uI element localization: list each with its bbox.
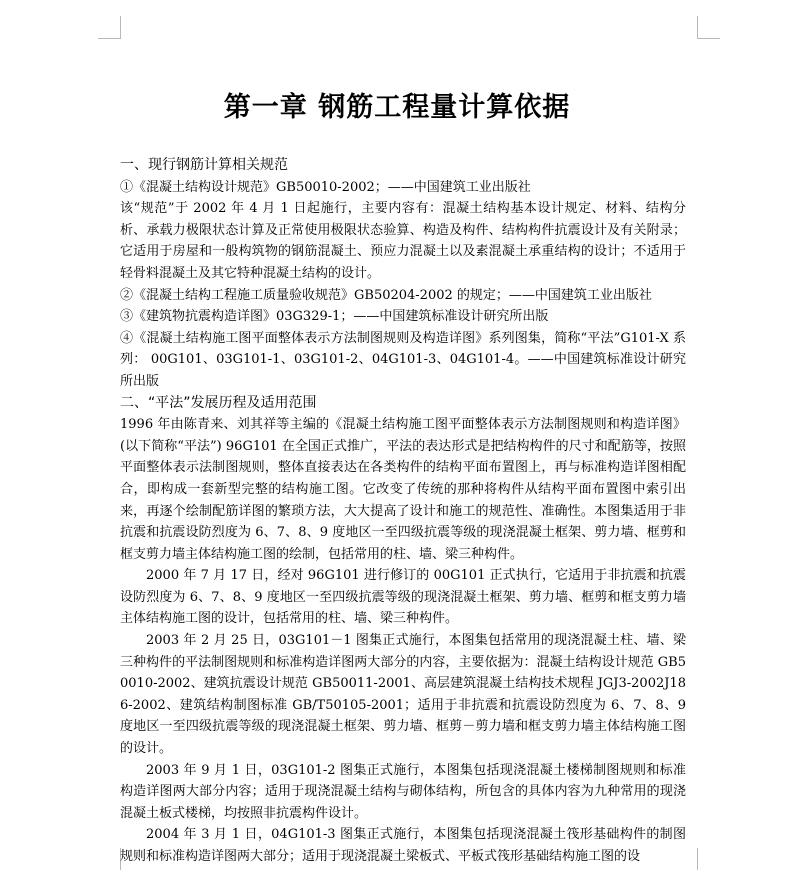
regulation-item-1: ①《混凝土结构设计规范》GB50010-2002；——中国建筑工业出版社 bbox=[120, 179, 531, 195]
history-paragraph-2000: 2000 年 7 月 17 日，经对 96G101 进行修订的 00G101 正式执行，它适用于非抗震和抗震设防烈度为 6、7、8、9 度地区一至四级抗震等级的现浇混凝土框架、剪力墙、框剪和框支剪力墙主体结构施工图的设计，包括常用的柱、墙、梁三种构件。 bbox=[120, 568, 686, 627]
crop-mark-bottom-left bbox=[98, 848, 121, 870]
regulation-item-4: ④《混凝土结构施工图平面整体表示方法制图规则及构造详图》系列图集，简称“平法”G101-X 系列： 00G101、03G101-1、03G101-2、04G101-3、04G101-4。——中国建筑标准设计研究所出版 bbox=[120, 330, 686, 389]
history-paragraph-2003-sep: 2003 年 9 月 1 日，03G101-2 图集正式施行，本图集包括现浇混凝土楼梯制图规则和标准构造详图两大部分内容；适用于现浇混凝土结构与砌体结构，所包含的具体内容为九种常用的现浇混凝土板式楼梯，均按照非抗震构件设计。 bbox=[120, 762, 686, 821]
chapter-title: 第一章 钢筋工程量计算依据 bbox=[223, 92, 571, 123]
history-paragraph-2004: 2004 年 3 月 1 日，04G101-3 图集正式施行，本图集包括现浇混凝土筏形基础构件的制图规则和标准构造详图两大部分；适用于现浇混凝土梁板式、平板式筏形基础结构施工图的设 bbox=[120, 827, 686, 864]
regulation-item-3: ③《建筑物抗震构造详图》03G329-1；——中国建筑标准设计研究所出版 bbox=[120, 309, 549, 325]
history-paragraph-2003-feb: 2003 年 2 月 25 日，03G101－1 图集正式施行，本图集包括常用的现浇混凝土柱、墙、梁三种构件的平法制图规则和标准构造详图两大部分的内容，主要依据为：混凝土结构设计规范 GB50010-2002、建筑抗震设计规范 GB50011-2001、高层建筑混凝土结构技术规程 JGJ3-2002J186-2002、建筑结构制图标准 GB/T50105-2001；适用于非抗震和抗震设防烈度为 6、7、8、9 度地区一至四级抗震等级的现浇混凝土框架、剪力墙、框剪－剪力墙和框支剪力墙主体结构施工图的设计。 bbox=[120, 633, 686, 757]
document-body bbox=[120, 155, 686, 868]
regulation-item-1-description: 该“规范”于 2002 年 4 月 1 日起施行，主要内容有：混凝土结构基本设计规定、材料、结构分析、承载力极限状态计算及正常使用极限状态验算、构造及构件、结构构件抗震设计及有关附录；它适用于房屋和一般构筑物的钢筋混凝土、预应力混凝土以及素混凝土承重结构的设计；不适用于轻骨料混凝土及其它特种混凝土结构的设计。 bbox=[120, 201, 686, 281]
section-heading-history: 二、“平法”发展历程及适用范围 bbox=[120, 394, 317, 411]
section-heading-regulations: 一、现行钢筋计算相关规范 bbox=[120, 157, 288, 173]
crop-mark-bottom-right bbox=[697, 848, 720, 870]
history-paragraph-1996: 1996 年由陈青来、刘其祥等主编的《混凝土结构施工图平面整体表示方法制图规则和构造详图》(以下简称“平法”) 96G101 在全国正式推广，平法的表达形式是把结构构件的尺寸和配筋等，按照平面整体表示法制图规则，整体直接表达在各类构件的结构平面布置图上，再与标准构造详图相配合，即构成一套新型完整的结构施工图。它改变了传统的那种将构件从结构平面布置图中索引出来，再逐个绘制配筋详图的繁琐方法，大大提高了设计和施工的规范性、准确性。本图集适用于非抗震和抗震设防烈度为 6、7、8、9 度地区一至四级抗震等级的现浇混凝土框架、剪力墙、框剪和框支剪力墙主体结构施工图的绘制，包括常用的柱、墙、梁三种构件。 bbox=[120, 417, 686, 562]
crop-mark-top-right bbox=[697, 16, 720, 39]
regulation-item-2: ②《混凝土结构工程施工质量验收规范》GB50204-2002 的规定；——中国建筑工业出版社 bbox=[120, 287, 652, 303]
crop-mark-top-left bbox=[98, 16, 121, 39]
